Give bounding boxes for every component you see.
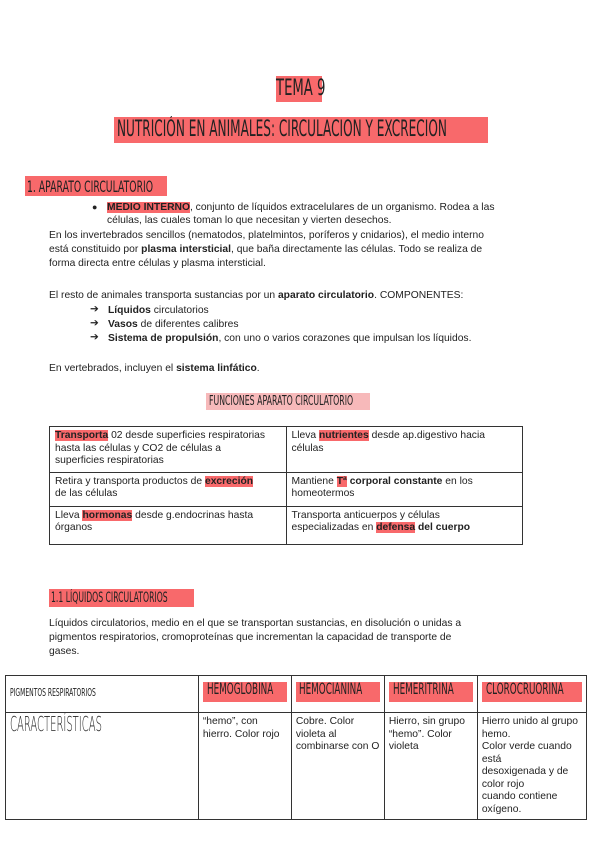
- plasma-intersticial-term: plasma intersticial: [141, 244, 232, 255]
- liquidos-line2: pigmentos respiratorios, cromoproteínas que incrementan la capacidad de transporte de: [49, 632, 452, 643]
- function-excrecion: Retira y transporta productos de excreción de las células: [50, 472, 287, 506]
- clorocruorina-desc: Hierro unido al grupo hemo. Color verde cuando está desoxigenada y de color rojo cuando contiene oxígeno.: [477, 713, 586, 820]
- pigment-hemoglobina-head: HEMOGLOBINA: [198, 676, 291, 713]
- component-vasos: Vasos de diferentes calibres: [108, 319, 239, 330]
- hemeritrina-desc: Hierro, sin grupo “hemo”. Color violeta: [384, 713, 477, 820]
- medio-interno-line2: células, las cuales toman lo que necesitan y vierten desechos.: [107, 215, 392, 226]
- hemoglobina-desc: “hemo”, con hierro. Color rojo: [198, 713, 291, 820]
- pigment-hemeritrina-head: HEMERITRINA: [384, 676, 477, 713]
- function-defensa: Transporta anticuerpos y células especializadas en defensa del cuerpo: [286, 506, 523, 544]
- aparato-circulatorio-term: aparato circulatorio: [277, 290, 375, 301]
- component-propulsion: Sistema de propulsión, con uno o varios corazones que impulsan los líquidos.: [108, 333, 472, 344]
- arrow-icon: ➔: [90, 331, 99, 343]
- pigment-hemocianina-head: HEMOCIANINA: [291, 676, 384, 713]
- main-title: NUTRICIÓN EN ANIMALES: CIRCULACION Y EXCRECION: [117, 117, 447, 142]
- caracteristicas-head: CARACTERÍSTICAS: [6, 713, 199, 820]
- pigment-clorocruorina-head: CLOROCRUORINA: [477, 676, 586, 713]
- functions-title: FUNCIONES APARATO CIRCULATORIO: [209, 394, 354, 409]
- hemocianina-desc: Cobre. Color violeta al combinarse con O: [291, 713, 384, 820]
- function-temperatura: Mantiene Tª corporal constante en los homeotermos: [286, 472, 523, 506]
- function-transporta: Transporta 02 desde superficies respiratorias hasta las células y CO2 de células a superficies respiratorias: [50, 427, 287, 473]
- liquidos-line1: Líquidos circulatorios, medio en el que se transportan sustancias, en disolución o unidas a: [49, 618, 462, 629]
- resto-animales-paragraph: El resto de animales transporta sustancias por un aparato circulatorio. COMPONENTES:: [49, 290, 464, 301]
- invertebrados-line1: En los invertebrados sencillos (nematodos, platelmintos, poríferos y cnidarios), el medio interno: [49, 230, 484, 241]
- medio-interno-paragraph: MEDIO INTERNO, conjunto de líquidos extracelulares de un organismo. Rodea a las: [107, 202, 495, 213]
- section1-title: 1. APARATO CIRCULATORIO: [27, 177, 154, 196]
- function-nutrientes: Lleva nutrientes desde ap.digestivo hacia células: [286, 427, 523, 473]
- invertebrados-line3: forma directa entre células y plasma intersticial.: [49, 258, 266, 269]
- medio-interno-term: MEDIO INTERNO: [107, 202, 190, 213]
- functions-table: [49, 426, 523, 545]
- bullet-dot: ●: [92, 202, 98, 212]
- arrow-icon: ➔: [90, 303, 99, 315]
- pigments-row-head: PIGMENTOS RESPIRATORIOS: [6, 676, 199, 713]
- sistema-linfatico-term: sistema linfático: [176, 363, 257, 374]
- vertebrados-paragraph: En vertebrados, incluyen el sistema linfático.: [49, 363, 260, 374]
- invertebrados-line2: está constituido por plasma intersticial, que baña directamente las células. Todo se realiza de: [49, 244, 483, 255]
- component-liquidos: Líquidos circulatorios: [108, 305, 209, 316]
- arrow-icon: ➔: [90, 317, 99, 329]
- tema-text: TEMA 9: [276, 76, 326, 101]
- function-hormonas: Lleva hormonas desde g.endocrinas hasta órganos: [50, 506, 287, 544]
- pigments-table: [5, 675, 587, 820]
- liquidos-line3: gases.: [49, 646, 80, 657]
- section11-title: 1.1 LÍQUIDOS CIRCULATORIOS: [51, 590, 168, 606]
